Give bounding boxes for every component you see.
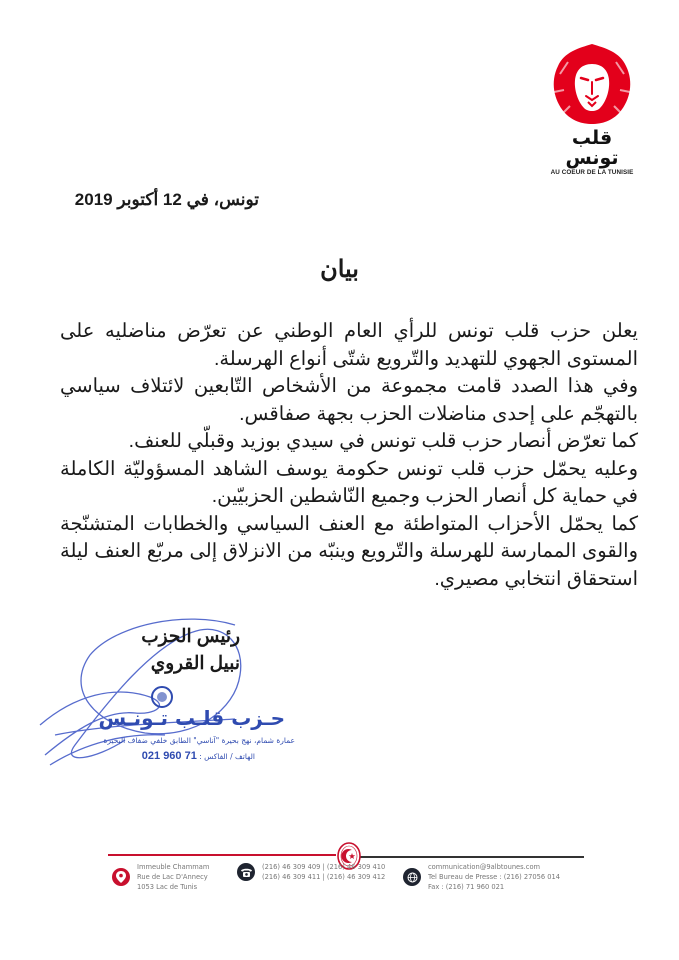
paragraph: يعلن حزب قلب تونس للرأي العام الوطني عن تعرّض مناضليه على المستوى الجهوي للتهديد والتّرويع شتّى أنواع الهرسلة. bbox=[60, 320, 638, 370]
stamp-party-name: حـزب قلـب تـونـس bbox=[98, 706, 285, 730]
fax-number: Fax : (216) 71 960 021 bbox=[428, 883, 505, 891]
paragraph: وعليه يحمّل حزب قلب تونس حكومة يوسف الشاهد المسؤوليّة الكاملة في حماية كل أنصار الحزب وجميع النّاشطين الحزبيّين. bbox=[60, 457, 638, 507]
telephone-icon bbox=[237, 863, 255, 881]
signatory-role: رئيس الحزب bbox=[141, 625, 240, 646]
email-link[interactable]: communication@9albtounes.com bbox=[428, 863, 541, 871]
footer-phones bbox=[237, 862, 385, 882]
document-title: بيان bbox=[320, 256, 359, 283]
paragraph: كما يحمّل الأحزاب المتواطئة مع العنف السياسي والخطابات المتشنّجة والقوى الممارسة للهرسلة والتّرويع وينبّه من الانزلاق إلى مربّع العنف ليلة استحقاق انتخابي مصيري. bbox=[60, 512, 638, 590]
stamp-phone-line bbox=[142, 750, 255, 762]
paragraph: كما تعرّض أنصار حزب قلب تونس في سيدي بوزيد وقبلّي للعنف. bbox=[128, 430, 638, 452]
signatory-name: نبيل القروي bbox=[150, 652, 240, 673]
logo-tagline: AU COEUR DE LA TUNISIE bbox=[550, 169, 634, 176]
phone-line: (216) 46 309 411 | (216) 46 309 412 bbox=[262, 873, 386, 881]
stamp-address: عمارة شمام، نهج بحيرة "آناسي" الطابق خلفي ضفاف البحيرة bbox=[103, 736, 295, 745]
press-phone: Tel Bureau de Presse : (216) 27056 014 bbox=[428, 873, 561, 881]
stamp-phone-label: الهاتف / الفاكس : bbox=[199, 752, 255, 761]
footer-contacts bbox=[0, 862, 679, 902]
party-logo bbox=[548, 42, 636, 176]
footer-divider-dark bbox=[360, 856, 584, 858]
stamp-phone: 71 960 021 bbox=[141, 750, 197, 762]
logo-arabic-name: قلب تونس bbox=[565, 127, 619, 169]
date-line: تونس، في 12 أكتوبر 2019 bbox=[74, 190, 259, 209]
globe-icon bbox=[403, 868, 421, 886]
footer-divider-red bbox=[108, 854, 336, 856]
signature-block bbox=[90, 622, 240, 676]
statement-body bbox=[60, 318, 638, 593]
address-line: Rue de Lac D'Annecy bbox=[137, 873, 208, 881]
lion-head-icon bbox=[550, 42, 634, 126]
footer-address bbox=[112, 862, 209, 892]
address-line: Immeuble Chammam bbox=[137, 863, 210, 871]
stamp-lion-icon bbox=[151, 686, 173, 708]
phone-line: (216) 46 309 409 | (216) 46 309 410 bbox=[262, 863, 386, 871]
location-pin-icon bbox=[112, 868, 130, 886]
footer-contact bbox=[403, 862, 560, 892]
address-line: 1053 Lac de Tunis bbox=[137, 883, 198, 891]
paragraph: وفي هذا الصدد قامت مجموعة من الأشخاص التّابعين لائتلاف سياسي بالتهجّم على إحدى مناضلات الحزب بجهة صفاقس. bbox=[60, 375, 638, 425]
